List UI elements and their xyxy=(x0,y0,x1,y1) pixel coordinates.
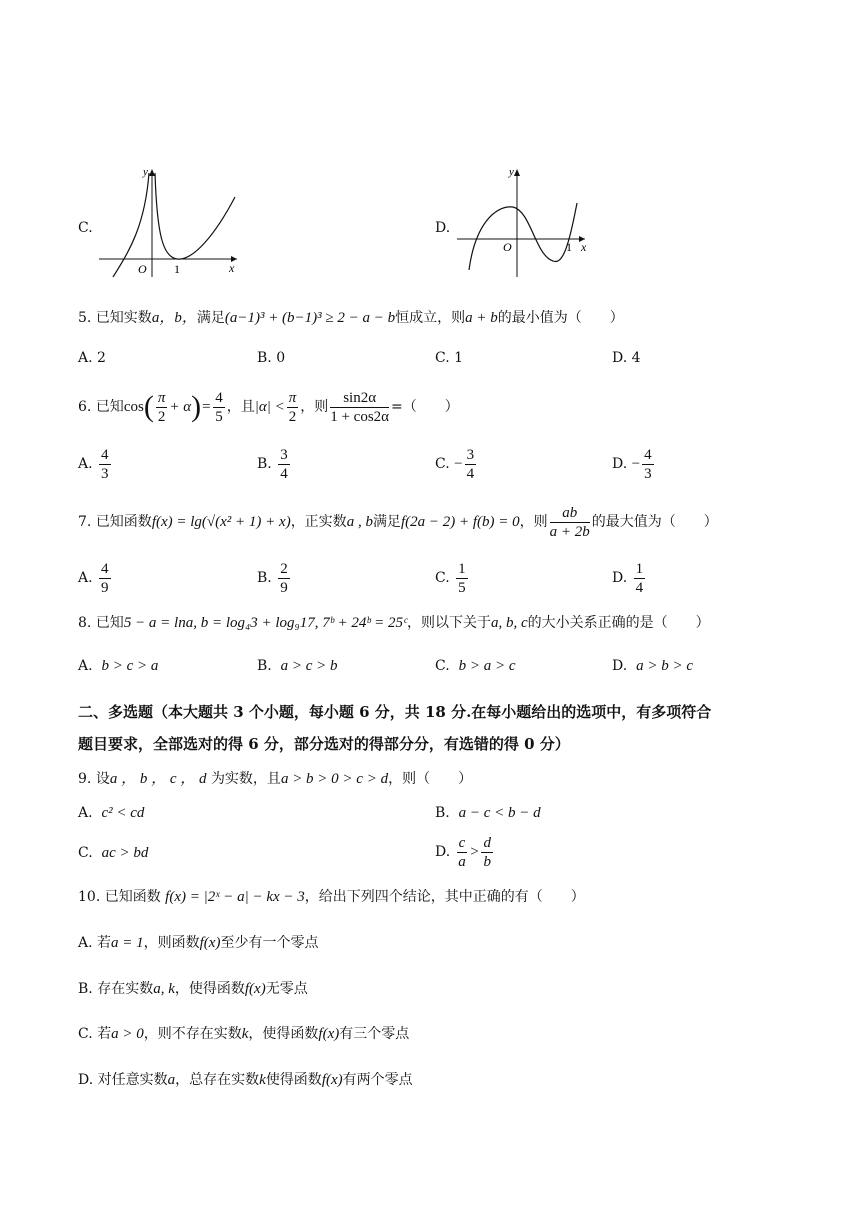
graph-c-x-label: x xyxy=(229,261,235,275)
q10-option-b: B. 存在实数a, k，使得函数f(x)无零点 xyxy=(78,981,308,997)
question-10: 10. 已知函数 f(x) = |2ˣ − a| − kx − 3，给出下列四个结论，其中正确的有（ ） xyxy=(78,889,585,905)
question-6: 6. 已知 cos ( $\frac{\pi}{2}$ + α ) = $\frac{4}{5}$ ，且 |α| < $\frac{\pi}{2}$ ，则 $\frac{\sin 2\alpha}{1 + \cos 2\alpha}$ =（ ） xyxy=(78,389,459,425)
q5-option-a: A. 2 xyxy=(78,350,106,366)
graph-d-y-label: y xyxy=(509,166,514,178)
question-5: 5. 已知实数a，b，满足(a−1)³ + (b−1)³ ≥ 2 − a − b恒成立，则a + b的最小值为（ ） xyxy=(78,310,624,326)
q9-option-a: A. c² < cd xyxy=(78,805,145,821)
question-9: 9. 设a ， b ， c ， d 为实数，且a > b > 0 > c > d，则（ ） xyxy=(78,771,473,787)
fraction: $\frac{4}{5}$ xyxy=(215,389,223,425)
q6-option-a: A. $\frac{4}{3}$ xyxy=(78,446,109,482)
q7-option-a: A. $\frac{4}{9}$ xyxy=(78,560,109,596)
q6-option-d: D. − $\frac{4}{3}$ xyxy=(612,446,652,482)
fraction: $\frac{\pi}{2}$ xyxy=(288,389,297,425)
q10-option-c: C. 若a > 0，则不存在实数k，使得函数f(x)有三个零点 xyxy=(78,1026,410,1042)
graph-c xyxy=(95,165,245,280)
section-heading: 二、多选题（本大题共 3 个小题，每小题 6 分，共 18 分.在每小题给出的选项中，有多项符合 xyxy=(78,703,712,721)
q8-option-d: D. a > b > c xyxy=(612,658,693,674)
fraction: $\frac{\pi}{2}$ xyxy=(157,389,166,425)
section-heading-cont: 题目要求，全部选对的得 6 分，部分选对的得部分分，有选错的得 0 分） xyxy=(78,735,570,753)
graph-c-tick-1: 1 xyxy=(174,262,180,276)
q7-option-c: C. $\frac{1}{5}$ xyxy=(435,560,466,596)
graph-d-tick-1: 1 xyxy=(566,240,572,254)
q8-option-a: A. b > c > a xyxy=(78,658,159,674)
graph-c-y-label: y xyxy=(143,166,148,178)
q8-option-c: C. b > a > c xyxy=(435,658,516,674)
q6-option-c: C. − $\frac{3}{4}$ xyxy=(435,446,475,482)
question-7: 7. 已知函数 f(x) = lg(√(x² + 1) + x) ，正实数 a , b 满足 f(2a − 2) + f(b) = 0 ，则 $\frac{ab}{a + 2b}$ 的最大值为（ ） xyxy=(78,504,718,540)
q10-option-a: A. 若a = 1，则函数f(x)至少有一个零点 xyxy=(78,935,319,951)
graph-d-origin: O xyxy=(503,240,512,254)
question-number: 5. xyxy=(78,310,92,326)
q9-option-c: C. ac > bd xyxy=(78,845,149,861)
graph-c-origin: O xyxy=(138,262,147,276)
question-8: 8. 已知5 − a = lna, b = log₄3 + log₉17, 7ᵇ + 24ᵇ = 25ᶜ，则以下关于a, b, c的大小关系正确的是（ ） xyxy=(78,615,710,631)
q9-option-b: B. a − c < b − d xyxy=(435,805,541,821)
q5-option-c: C. 1 xyxy=(435,350,464,366)
fraction: $\frac{\sin 2\alpha}{1 + \cos 2\alpha}$ xyxy=(330,389,390,425)
q6-option-b: B. $\frac{3}{4}$ xyxy=(257,446,288,482)
q5-option-b: B. 0 xyxy=(257,350,286,366)
q8-option-b: B. a > c > b xyxy=(257,658,338,674)
option-d-label: D. xyxy=(435,220,451,236)
graph-d-x-label: x xyxy=(581,240,587,254)
q9-option-d: D. $\frac{c}{a}$ > $\frac{d}{b}$ xyxy=(435,834,491,870)
q10-option-d: D. 对任意实数a，总存在实数k使得函数f(x)有两个零点 xyxy=(78,1072,413,1088)
option-c-label: C. xyxy=(78,220,93,236)
q7-option-d: D. $\frac{1}{4}$ xyxy=(612,560,644,596)
q7-option-b: B. $\frac{2}{9}$ xyxy=(257,560,288,596)
q5-option-d: D. 4 xyxy=(612,350,641,366)
graph-d xyxy=(455,165,595,280)
